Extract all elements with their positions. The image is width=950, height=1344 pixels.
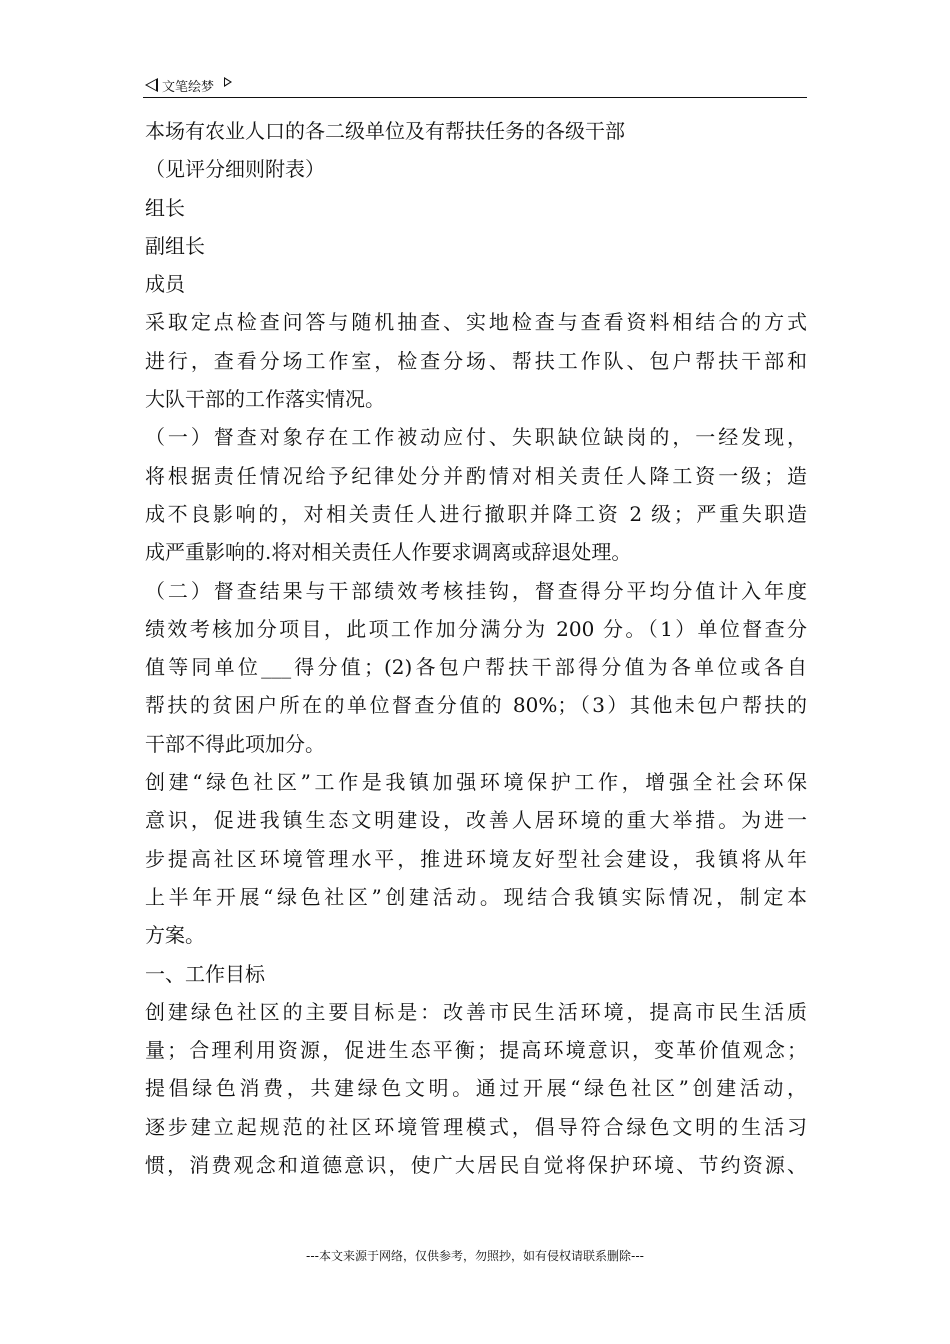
text-line: 值等同单位___得分值；(2)各包户帮扶干部得分值为各单位或各自 xyxy=(145,655,807,680)
text-line: 成不良影响的，对相关责任人进行撤职并降工资 2 级；严重失职造 xyxy=(145,501,807,526)
text-line: 创建绿色社区的主要目标是：改善市民生活环境，提高市民生活质 xyxy=(145,999,807,1024)
text-line: 提倡绿色消费，共建绿色文明。通过开展“绿色社区”创建活动， xyxy=(145,1076,807,1101)
text-line: 成员 xyxy=(145,272,185,297)
text-line: 采取定点检查问答与随机抽查、实地检查与查看资料相结合的方式 xyxy=(145,310,807,335)
text-line: 将根据责任情况给予纪律处分并酌情对相关责任人降工资一级；造 xyxy=(145,463,807,488)
text-line: 干部不得此项加分。 xyxy=(145,731,325,756)
text-line: 上半年开展“绿色社区”创建活动。现结合我镇实际情况，制定本 xyxy=(145,884,807,909)
page-header xyxy=(145,74,232,96)
text-line: 成严重影响的.将对相关责任人作要求调离或辞退处理。 xyxy=(145,540,632,565)
text-line: 创建“绿色社区”工作是我镇加强环境保护工作，增强全社会环保 xyxy=(145,770,807,795)
text-line: 副组长 xyxy=(145,233,205,258)
triangle-right-icon xyxy=(224,77,232,87)
text-line: 本场有农业人口的各二级单位及有帮扶任务的各级干部 xyxy=(145,119,625,143)
text-line: 惯，消费观念和道德意识，使广大居民自觉将保护环境、节约资源、 xyxy=(145,1153,807,1178)
text-line: 步提高社区环境管理水平，推进环境友好型社会建设，我镇将从年 xyxy=(145,846,807,871)
text-line: 组长 xyxy=(145,195,185,220)
text-line: 方案。 xyxy=(145,923,205,948)
text-line: （见评分细则附表） xyxy=(145,157,325,182)
header-divider xyxy=(143,97,807,98)
text-line: （一）督查对象存在工作被动应付、失职缺位缺岗的，一经发现， xyxy=(145,425,807,450)
page-footer: ---本文来源于网络，仅供参考，勿照抄，如有侵权请联系删除--- xyxy=(306,1249,644,1263)
text-line: 绩效考核加分项目，此项工作加分满分为 200 分。（1）单位督查分 xyxy=(145,616,807,641)
header-title: 文笔绘梦 xyxy=(162,79,215,95)
text-line: 量；合理利用资源，促进生态平衡；提高环境意识，变革价值观念； xyxy=(145,1038,807,1063)
text-line: 一、工作目标 xyxy=(145,961,265,986)
text-line: 帮扶的贫困户所在的单位督查分值的 80%；（3）其他未包户帮扶的 xyxy=(145,693,807,718)
text-line: 进行，查看分场工作室，检查分场、帮扶工作队、包户帮扶干部和 xyxy=(145,348,807,373)
text-line: 意识，促进我镇生态文明建设，改善人居环境的重大举措。为进一 xyxy=(145,808,807,833)
triangle-left-icon xyxy=(145,78,158,92)
text-line: （二）督查结果与干部绩效考核挂钩，督查得分平均分值计入年度 xyxy=(145,578,807,603)
document-body xyxy=(145,112,807,1184)
text-line: 大队干部的工作落实情况。 xyxy=(145,387,385,412)
text-line: 逐步建立起规范的社区环境管理模式，倡导符合绿色文明的生活习 xyxy=(145,1114,807,1139)
